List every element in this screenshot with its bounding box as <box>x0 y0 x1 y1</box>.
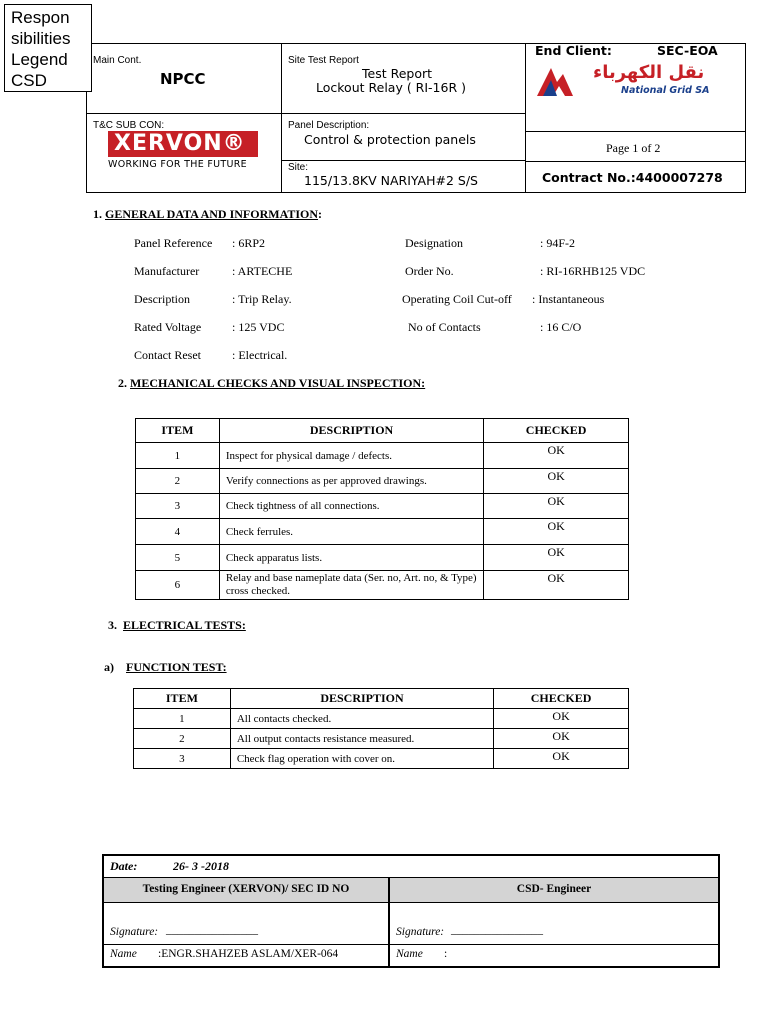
xervon-tagline: WORKING FOR THE FUTURE <box>108 159 247 170</box>
testing-engineer-title: Testing Engineer (XERVON)/ SEC ID NO <box>142 883 350 895</box>
description-cell: All output contacts resistance measured. <box>230 729 493 749</box>
subsection-a-number: a) <box>104 660 114 674</box>
national-grid-logo <box>535 62 735 100</box>
item-cell: 2 <box>134 729 231 749</box>
table-row <box>136 494 629 519</box>
item-cell: 2 <box>136 469 220 494</box>
name-label: Name <box>110 948 137 960</box>
checked-cell: OK <box>494 709 629 729</box>
section1-title: GENERAL DATA AND INFORMATION <box>105 207 319 221</box>
main-cont-label: Main Cont. <box>93 55 142 66</box>
end-client-value: SEC-EOA <box>657 43 718 58</box>
national-grid-emblem-icon <box>535 64 575 100</box>
column-header: DESCRIPTION <box>219 419 483 443</box>
checked-cell: OK <box>484 571 629 600</box>
section3-heading <box>108 618 246 633</box>
report-title: Test Report <box>362 66 433 81</box>
column-header: CHECKED <box>494 689 629 709</box>
contract-value: 4400007278 <box>635 170 723 185</box>
subsection-a-heading <box>104 660 227 675</box>
checked-cell: OK <box>484 519 629 545</box>
date-value: 26- 3 -2018 <box>173 859 229 873</box>
csd-engineer-name: : <box>444 948 448 960</box>
legend-line: Legend <box>11 50 68 69</box>
signature-label: Signature: <box>110 926 159 938</box>
item-cell: 1 <box>134 709 231 729</box>
subsection-a-title: FUNCTION TEST: <box>126 660 227 674</box>
description-cell: All contacts checked. <box>230 709 493 729</box>
legend-line: sibilities <box>11 29 71 48</box>
field-value: : ARTECHE <box>232 264 293 278</box>
testing-engineer-name: :ENGR.SHAHZEB ASLAM/XER-064 <box>158 948 339 960</box>
item-cell: 3 <box>134 749 231 769</box>
page-info: Page 1 of 2 <box>606 141 661 155</box>
item-cell: 4 <box>136 519 220 545</box>
table-row <box>134 709 629 729</box>
field-value: : 16 C/O <box>540 320 582 334</box>
function-test-table <box>133 688 629 769</box>
section2-number: 2. <box>118 376 127 390</box>
field-value: : 94F-2 <box>540 236 576 250</box>
signature-line: ________________ <box>451 924 543 936</box>
section1-colon: : <box>318 207 323 221</box>
checked-cell: OK <box>494 749 629 769</box>
xervon-logo: XERVON® <box>108 131 258 157</box>
legend-line: CSD <box>11 71 47 90</box>
description-cell: Check ferrules. <box>219 519 483 545</box>
checked-cell: OK <box>494 729 629 749</box>
responsibilities-legend <box>4 4 92 92</box>
field-value: : Electrical. <box>232 348 288 362</box>
field-label: Manufacturer <box>134 264 200 278</box>
checked-cell: OK <box>484 545 629 571</box>
description-cell: Verify connections as per approved drawings. <box>219 469 483 494</box>
section2-title: MECHANICAL CHECKS AND VISUAL INSPECTION: <box>130 376 426 390</box>
section1-number: 1. <box>93 207 102 221</box>
description-cell: Check tightness of all connections. <box>219 494 483 519</box>
signature-line: ________________ <box>166 924 258 936</box>
table-row <box>134 749 629 769</box>
description-cell: Relay and base nameplate data (Ser. no, Art. no, & Type) cross checked. <box>219 571 483 600</box>
field-label: Order No. <box>405 264 454 278</box>
item-cell: 6 <box>136 571 220 600</box>
section3-title: ELECTRICAL TESTS: <box>123 618 246 632</box>
table-row <box>134 729 629 749</box>
field-value: : Trip Relay. <box>232 292 292 306</box>
legend-line: Respon <box>11 8 70 27</box>
table-header-row <box>134 689 629 709</box>
site-label: Site: <box>288 162 309 173</box>
table-row <box>136 545 629 571</box>
contract-label: Contract No.: <box>542 170 636 185</box>
checked-cell: OK <box>484 443 629 469</box>
table-row <box>136 469 629 494</box>
item-cell: 3 <box>136 494 220 519</box>
name-label: Name <box>396 948 423 960</box>
description-cell: Check flag operation with cover on. <box>230 749 493 769</box>
csd-engineer-title: CSD- Engineer <box>516 883 592 895</box>
site-value: 115/13.8KV NARIYAH#2 S/S <box>304 173 478 188</box>
section3-number: 3. <box>108 618 117 632</box>
field-label: Contact Reset <box>134 348 201 362</box>
client-logo-english: National Grid SA <box>621 85 710 96</box>
tc-sub-con-label: T&C SUB CON: <box>93 120 165 131</box>
site-test-report-label: Site Test Report <box>288 55 359 66</box>
table-row <box>136 571 629 600</box>
table-row <box>136 519 629 545</box>
item-cell: 1 <box>136 443 220 469</box>
field-value: : 6RP2 <box>232 236 266 250</box>
table-header-row <box>136 419 629 443</box>
field-value: : RI-16RHB125 VDC <box>540 264 646 278</box>
description-cell: Check apparatus lists. <box>219 545 483 571</box>
mechanical-checks-table <box>135 418 629 600</box>
panel-description-value: Control & protection panels <box>304 132 476 147</box>
field-label: Description <box>134 292 190 306</box>
section2-heading <box>118 376 425 391</box>
column-header: CHECKED <box>484 419 629 443</box>
column-header: DESCRIPTION <box>230 689 493 709</box>
field-label: No of Contacts <box>408 320 481 334</box>
item-cell: 5 <box>136 545 220 571</box>
column-header: ITEM <box>134 689 231 709</box>
date-label: Date: <box>110 859 138 873</box>
client-logo-arabic: نقل الكهرباء <box>593 62 705 83</box>
description-cell: Inspect for physical damage / defects. <box>219 443 483 469</box>
field-value: : Instantaneous <box>532 292 605 306</box>
field-label: Panel Reference <box>134 236 213 250</box>
field-label: Rated Voltage <box>134 320 202 334</box>
main-cont-value: NPCC <box>160 70 206 88</box>
signature-label: Signature: <box>396 926 445 938</box>
panel-description-label: Panel Description: <box>288 120 370 131</box>
checked-cell: OK <box>484 494 629 519</box>
field-value: : 125 VDC <box>232 320 285 334</box>
report-subtitle: Lockout Relay ( RI-16R ) <box>316 80 466 95</box>
contract-number <box>542 170 723 185</box>
column-header: ITEM <box>136 419 220 443</box>
field-label: Designation <box>405 236 463 250</box>
checked-cell: OK <box>484 469 629 494</box>
table-row <box>136 443 629 469</box>
end-client-label: End Client: <box>535 43 612 58</box>
field-label: Operating Coil Cut-off <box>402 292 512 306</box>
section1-heading <box>93 207 322 222</box>
